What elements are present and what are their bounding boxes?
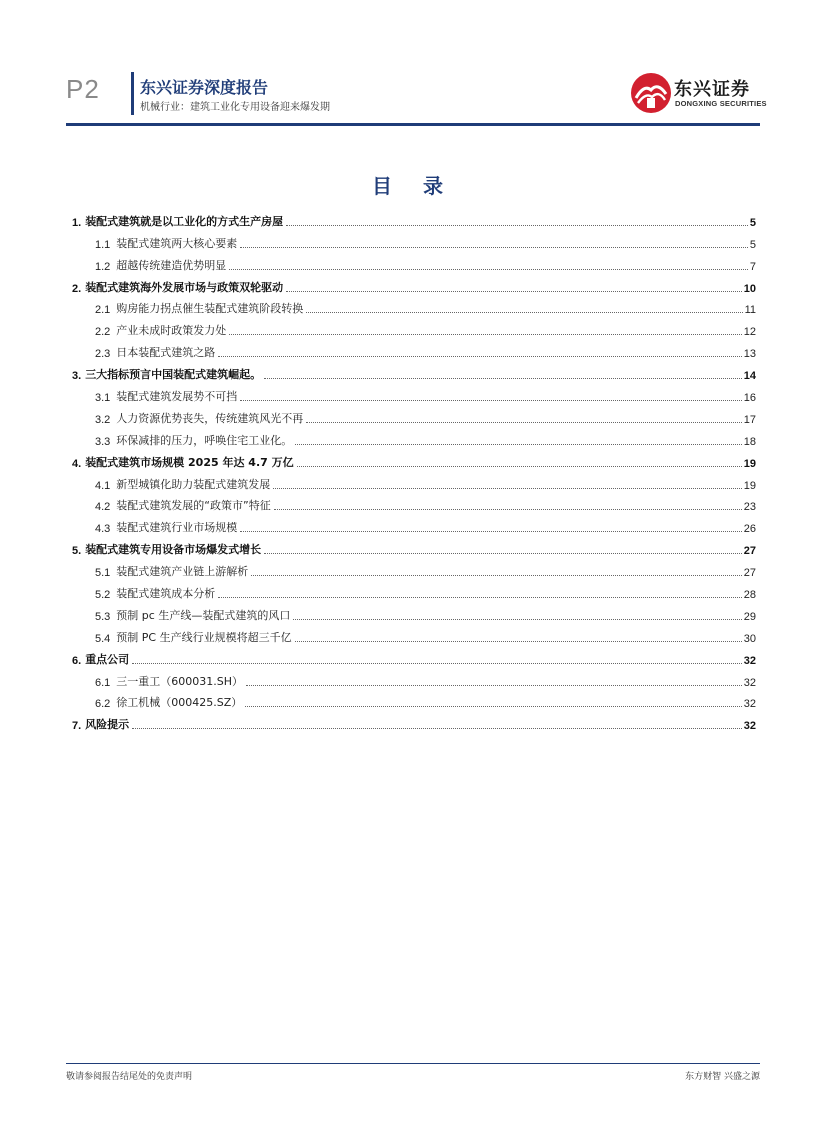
toc-dot-leader — [240, 531, 741, 532]
toc-page-number: 18 — [743, 435, 756, 448]
logo-name-cn: 东兴证券 — [674, 79, 750, 100]
toc-dot-leader — [293, 619, 741, 620]
toc-section-entry[interactable] — [72, 273, 756, 295]
toc-page-number: 28 — [743, 589, 756, 602]
toc-section-entry[interactable] — [72, 710, 756, 732]
table-of-contents — [72, 207, 756, 732]
disclaimer-note: 敬请参阅报告结尾处的免责声明 — [66, 1072, 193, 1082]
toc-entry-number: 5.1 — [95, 567, 111, 580]
toc-page-number: 26 — [743, 523, 756, 536]
toc-dot-leader — [251, 575, 741, 576]
toc-page-number: 23 — [743, 501, 756, 514]
toc-entry-title: 装配式建筑专用设备市场爆发式增长 — [85, 543, 262, 557]
toc-entry-title: 装配式建筑成本分析 — [116, 587, 216, 601]
toc-section-entry[interactable] — [72, 360, 756, 382]
toc-dot-leader — [132, 663, 742, 664]
toc-entry-title: 装配式建筑两大核心要素 — [116, 236, 238, 250]
toc-dot-leader — [132, 728, 742, 729]
toc-dot-leader — [229, 334, 741, 335]
toc-page-number: 32 — [743, 676, 756, 689]
toc-subsection-entry[interactable] — [72, 579, 756, 601]
company-slogan: 东方财智 兴盛之源 — [685, 1072, 760, 1082]
toc-subsection-entry[interactable] — [72, 689, 756, 711]
page-number: P2 — [66, 74, 100, 104]
toc-entry-number: 2. — [72, 282, 82, 295]
toc-page-number: 5 — [749, 238, 756, 251]
toc-subsection-entry[interactable] — [72, 470, 756, 492]
toc-entry-title: 装配式建筑市场规模 2025 年达 4.7 万亿 — [85, 455, 294, 469]
toc-dot-leader — [295, 641, 742, 642]
toc-dot-leader — [264, 553, 742, 554]
toc-page-number: 10 — [743, 282, 756, 295]
toc-entry-number: 5.2 — [95, 589, 111, 602]
toc-entry-title: 装配式建筑就是以工业化的方式生产房屋 — [85, 214, 284, 228]
dongxing-logo-mark-icon — [630, 72, 672, 114]
toc-entry-number: 4.2 — [95, 501, 111, 514]
toc-page-number: 30 — [743, 632, 756, 645]
toc-entry-number: 2.2 — [95, 326, 111, 339]
toc-page-number: 7 — [749, 260, 756, 273]
toc-subsection-entry[interactable] — [72, 382, 756, 404]
toc-entry-title: 徐工机械（000425.SZ） — [116, 696, 243, 710]
toc-section-entry[interactable] — [72, 535, 756, 557]
toc-page-number: 11 — [744, 304, 756, 317]
toc-page-number: 27 — [743, 545, 756, 558]
toc-dot-leader — [240, 400, 741, 401]
toc-dot-leader — [264, 378, 742, 379]
toc-dot-leader — [306, 312, 742, 313]
toc-entry-title: 装配式建筑产业链上游解析 — [116, 565, 249, 579]
toc-entry-title: 超越传统建造优势明显 — [116, 258, 227, 272]
toc-entry-title: 装配式建筑发展的“政策市”特征 — [116, 499, 271, 513]
toc-entry-number: 7. — [72, 720, 82, 733]
toc-entry-number: 6.1 — [95, 676, 111, 689]
header-rule — [66, 123, 760, 126]
toc-entry-number: 5.3 — [95, 610, 111, 623]
toc-subsection-entry[interactable] — [72, 251, 756, 273]
toc-entry-title: 预制 pc 生产线—装配式建筑的风口 — [116, 608, 291, 622]
toc-subsection-entry[interactable] — [72, 404, 756, 426]
toc-entry-title: 重点公司 — [85, 652, 130, 666]
toc-section-entry[interactable] — [72, 645, 756, 667]
toc-subsection-entry[interactable] — [72, 229, 756, 251]
toc-page-number: 32 — [743, 654, 756, 667]
toc-entry-number: 6.2 — [95, 698, 111, 711]
toc-dot-leader — [218, 597, 741, 598]
toc-dot-leader — [229, 269, 748, 270]
toc-entry-number: 3.2 — [95, 413, 111, 426]
report-series-title: 东兴证券深度报告 — [140, 78, 269, 97]
toc-dot-leader — [245, 706, 741, 707]
toc-entry-title: 环保减排的压力，呼唤住宅工业化。 — [116, 433, 293, 447]
toc-dot-leader — [246, 685, 742, 686]
toc-entry-title: 产业未成时政策发力处 — [116, 324, 227, 338]
toc-section-entry[interactable] — [72, 207, 756, 229]
toc-entry-title: 三一重工（600031.SH） — [116, 674, 244, 688]
toc-entry-title: 预制 PC 生产线行业规模将超三千亿 — [116, 630, 292, 644]
toc-dot-leader — [297, 466, 742, 467]
toc-subsection-entry[interactable] — [72, 667, 756, 689]
toc-entry-number: 4. — [72, 457, 82, 470]
toc-page-number: 19 — [743, 457, 756, 470]
toc-entry-number: 5. — [72, 545, 82, 558]
toc-entry-number: 1. — [72, 216, 82, 229]
toc-subsection-entry[interactable] — [72, 557, 756, 579]
toc-title: 目 录 — [372, 174, 455, 198]
toc-entry-number: 2.1 — [95, 304, 111, 317]
toc-subsection-entry[interactable] — [72, 426, 756, 448]
toc-page-number: 13 — [743, 348, 756, 361]
toc-entry-number: 3. — [72, 370, 82, 383]
toc-entry-number: 5.4 — [95, 632, 111, 645]
toc-entry-title: 风险提示 — [85, 718, 130, 732]
toc-entry-number: 4.3 — [95, 523, 111, 536]
toc-entry-title: 装配式建筑发展势不可挡 — [116, 390, 238, 404]
toc-entry-number: 3.1 — [95, 392, 111, 405]
toc-page-number: 12 — [743, 326, 756, 339]
toc-entry-number: 4.1 — [95, 479, 111, 492]
toc-subsection-entry[interactable] — [72, 492, 756, 514]
toc-entry-number: 3.3 — [95, 435, 111, 448]
toc-page-number: 5 — [749, 216, 756, 229]
toc-entry-title: 三大指标预言中国装配式建筑崛起。 — [85, 368, 262, 382]
toc-page-number: 29 — [743, 610, 756, 623]
toc-entry-number: 1.1 — [95, 238, 111, 251]
toc-subsection-entry[interactable] — [72, 623, 756, 645]
toc-entry-title: 新型城镇化助力装配式建筑发展 — [116, 477, 271, 491]
toc-page-number: 19 — [743, 479, 756, 492]
toc-dot-leader — [218, 356, 741, 357]
toc-dot-leader — [273, 488, 741, 489]
toc-subsection-entry[interactable] — [72, 513, 756, 535]
toc-subsection-entry[interactable] — [72, 338, 756, 360]
toc-dot-leader — [295, 444, 741, 445]
dongxing-logo — [630, 72, 767, 116]
toc-entry-number: 2.3 — [95, 348, 111, 361]
toc-entry-number: 1.2 — [95, 260, 111, 273]
toc-dot-leader — [286, 225, 748, 226]
toc-subsection-entry[interactable] — [72, 601, 756, 623]
toc-entry-title: 日本装配式建筑之路 — [116, 346, 216, 360]
toc-entry-title: 装配式建筑海外发展市场与政策双轮驱动 — [85, 280, 284, 294]
toc-entry-title: 装配式建筑行业市场规模 — [116, 521, 238, 535]
toc-entry-title: 人力资源优势丧失，传统建筑风光不再 — [116, 411, 304, 425]
header-divider — [131, 72, 134, 115]
toc-page-number: 32 — [743, 720, 756, 733]
toc-entry-title: 购房能力拐点催生装配式建筑阶段转换 — [116, 302, 304, 316]
toc-dot-leader — [240, 247, 748, 248]
toc-page-number: 27 — [743, 567, 756, 580]
footer-rule — [66, 1063, 760, 1064]
toc-entry-number: 6. — [72, 654, 82, 667]
toc-subsection-entry[interactable] — [72, 295, 756, 317]
toc-dot-leader — [274, 509, 742, 510]
report-subtitle: 机械行业：建筑工业化专用设备迎来爆发期 — [140, 102, 330, 113]
toc-page-number: 14 — [743, 370, 756, 383]
toc-section-entry[interactable] — [72, 448, 756, 470]
toc-dot-leader — [286, 291, 742, 292]
toc-subsection-entry[interactable] — [72, 316, 756, 338]
toc-page-number: 17 — [743, 413, 756, 426]
toc-dot-leader — [306, 422, 741, 423]
toc-page-number: 16 — [743, 392, 756, 405]
logo-name-en: DONGXING SECURITIES — [675, 99, 767, 108]
toc-page-number: 32 — [743, 698, 756, 711]
